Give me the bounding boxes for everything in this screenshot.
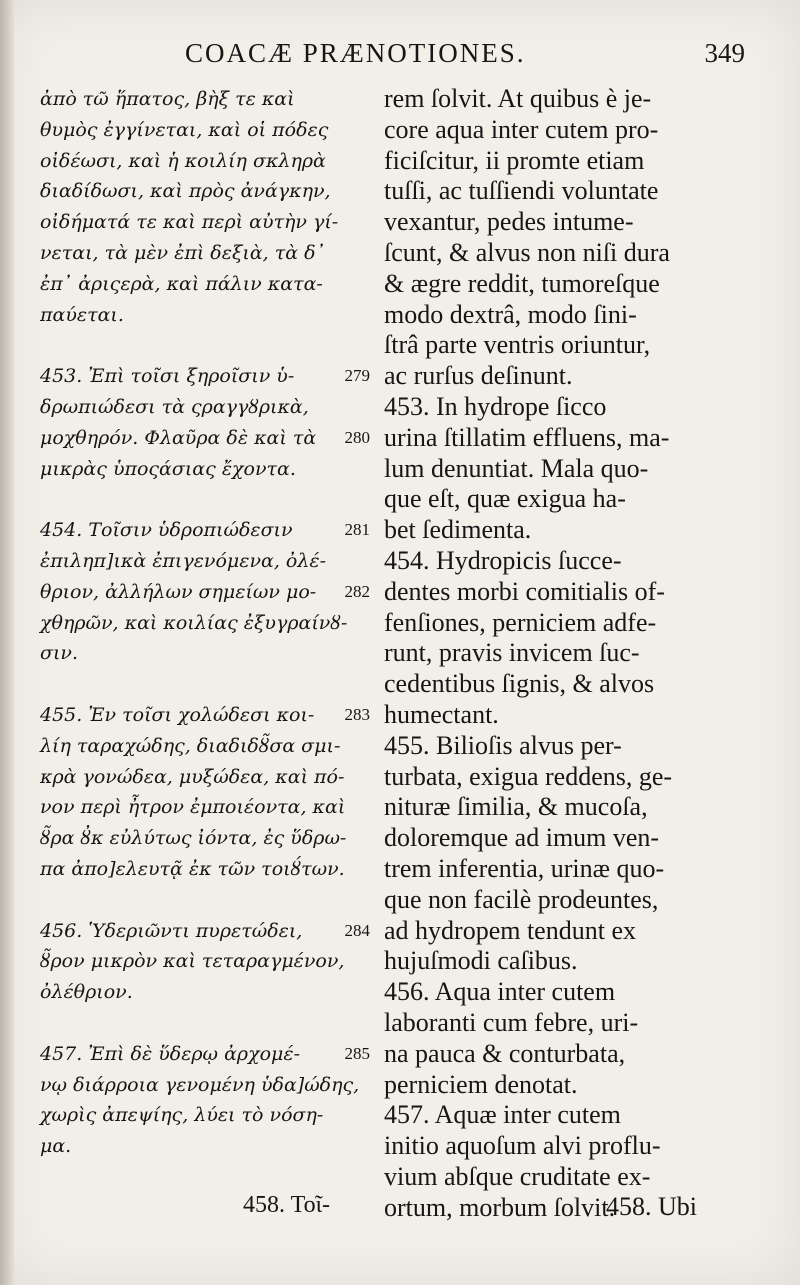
latin-line: turbata, exigua reddens, ge-	[384, 761, 673, 791]
marginal-reference-number: 282	[344, 581, 370, 601]
latin-line: urina ſtillatim effluens, ma-	[384, 422, 670, 452]
running-title: COACÆ PRÆNOTIONES.	[185, 38, 526, 68]
greek-line-text: δρωπιώδεσι τὰ ςραγγȣρικὰ,	[40, 395, 309, 418]
greek-line	[40, 1039, 370, 1070]
latin-line: ad hydropem tendunt ex	[384, 915, 636, 945]
greek-line-text: μα.	[40, 1135, 72, 1158]
greek-line	[40, 608, 370, 639]
page-number: 349	[704, 38, 745, 68]
greek-line	[40, 392, 370, 423]
latin-line: & ægre reddit, tumoreſque	[384, 268, 660, 298]
latin-line: initio aquoſum alvi proflu-	[384, 1131, 661, 1161]
latin-line: 456. Aqua inter cutem	[384, 977, 616, 1007]
greek-line	[40, 1131, 370, 1162]
greek-line	[40, 577, 370, 608]
latin-line: 454. Hydropicis ſucce-	[384, 545, 622, 575]
greek-line-text: 455. Ἐν τοῖσι χολώδεσι κοι-	[40, 703, 315, 726]
latin-line: lum denuntiat. Mala quo-	[384, 453, 649, 483]
greek-line	[40, 1008, 370, 1039]
latin-line: ortum, morbum ſolvit.	[384, 1192, 616, 1222]
greek-line-text: πα ἀπο]ελευτᾷ ἐκ τῶν τοιȣ́των.	[40, 857, 345, 880]
greek-line	[40, 792, 370, 823]
greek-line	[40, 484, 370, 515]
greek-line	[40, 423, 370, 454]
greek-line-text: μοχθηρόν. Φλαῦρα δὲ καὶ τὰ	[40, 426, 317, 449]
latin-line: laboranti cum febre, uri-	[384, 1007, 639, 1037]
greek-line	[40, 207, 370, 238]
latin-line: humectant.	[384, 699, 499, 729]
greek-line-text: ἐπ᾽ ἀριςερὰ, καὶ πάλιν κατα-	[40, 272, 323, 295]
greek-line	[40, 762, 370, 793]
greek-line	[40, 885, 370, 916]
latin-line: nituræ ſimilia, & mucoſa,	[384, 792, 648, 822]
latin-line: hujuſmodi caſibus.	[384, 946, 578, 976]
greek-line-text: 454. Τοῖσιν ὑδροπιώδεσιν	[40, 519, 293, 542]
greek-line-text	[40, 484, 370, 515]
latin-line: ſcunt, & alvus non niſi dura	[384, 237, 670, 267]
greek-line-text: θυμὸς ἐγγίνεται, καὶ οἱ πόδες	[40, 118, 329, 141]
latin-catchword: 458. Ubi	[606, 1192, 697, 1221]
latin-column	[384, 84, 736, 1223]
latin-line: modo dextrâ, modo ſini-	[384, 299, 637, 329]
greek-line-text: οἰδέωσι, καὶ ἡ κοιλίη σκληρὰ	[40, 149, 326, 172]
greek-line-text: παύεται.	[40, 303, 124, 326]
latin-line: que eſt, quæ exigua ha-	[384, 484, 626, 514]
greek-line	[40, 269, 370, 300]
greek-line-text: ἐπιληπ]ικὰ ἐπιγενόμενα, ὀλέ-	[40, 549, 327, 572]
greek-line-text	[40, 669, 370, 700]
latin-line: vexantur, pedes intume-	[384, 207, 634, 237]
greek-line-text: οἰδήματά τε καὶ περὶ αὐτὴν γί-	[40, 211, 339, 234]
page-gutter-shadow	[0, 0, 14, 1285]
greek-line-text: νῳ διάρροια γενομένη ὑδα]ώδης,	[40, 1073, 360, 1096]
latin-line: vium abſque cruditate ex-	[384, 1161, 651, 1191]
greek-line	[40, 454, 370, 485]
greek-line-text: χωρὶς ἀπεψίης, λύει τὸ νόση-	[40, 1104, 324, 1127]
marginal-reference-number: 281	[344, 520, 370, 540]
latin-line: doloremque ad imum ven-	[384, 823, 660, 853]
greek-line	[40, 1100, 370, 1131]
greek-line	[40, 300, 370, 331]
greek-line	[40, 946, 370, 977]
latin-line: que non facilè prodeuntes,	[384, 884, 659, 914]
greek-line-text: ȣ̃ρα ȣ̓κ εὐλύτως ἰόντα, ἐς ὕδρω-	[40, 827, 347, 850]
greek-line	[40, 330, 370, 361]
marginal-reference-number: 283	[344, 704, 370, 724]
latin-line: na pauca & conturbata,	[384, 1038, 626, 1068]
latin-line: ficiſcitur, ii promte etiam	[384, 145, 645, 175]
greek-line-text: μικρὰς ὑποςάσιας ἔχοντα.	[40, 457, 296, 480]
greek-line-text: λίη ταραχώδης, διαδιδȣ̃σα σμι-	[40, 734, 341, 757]
greek-line	[40, 669, 370, 700]
greek-line	[40, 176, 370, 207]
greek-line-text: σιν.	[40, 642, 79, 665]
greek-line-text: ὀλέθριον.	[40, 981, 133, 1004]
latin-line: dentes morbi comitialis of-	[384, 576, 665, 606]
greek-line	[40, 700, 370, 731]
latin-line: bet ſedimenta.	[384, 515, 532, 545]
greek-line	[40, 361, 370, 392]
greek-line-text: θριον, ἀλλήλων σημείων μο-	[40, 580, 317, 603]
greek-line	[40, 146, 370, 177]
running-head	[185, 38, 745, 78]
greek-line	[40, 546, 370, 577]
marginal-reference-number: 284	[344, 920, 370, 940]
latin-line: trem inferentia, urinæ quo-	[384, 853, 665, 883]
greek-line	[40, 731, 370, 762]
latin-line: fenſiones, perniciem adfe-	[384, 607, 657, 637]
greek-line-text	[40, 885, 370, 916]
latin-line: rem ſolvit. At quibus è je-	[384, 84, 652, 113]
latin-line: 457. Aquæ inter cutem	[384, 1100, 621, 1130]
greek-line	[40, 823, 370, 854]
greek-line-text: 456. Ὑδεριῶντι πυρετώδει,	[40, 919, 303, 942]
latin-line: tuſſi, ac tuſſiendi voluntate	[384, 176, 659, 206]
greek-line-text: 453. Ἐπὶ τοῖσι ξηροῖσιν ὑ-	[40, 365, 295, 388]
latin-line: ſtrâ parte ventris oriuntur,	[384, 330, 651, 360]
latin-line: ac rurſus deſinunt.	[384, 361, 573, 391]
greek-line	[40, 916, 370, 947]
latin-line: core aqua inter cutem pro-	[384, 114, 659, 144]
latin-line: cedentibus ſignis, & alvos	[384, 669, 655, 699]
latin-line: perniciem denotat.	[384, 1069, 578, 1099]
greek-line-text	[40, 1008, 370, 1039]
latin-line: 453. In hydrope ſicco	[384, 391, 607, 421]
greek-line	[40, 115, 370, 146]
greek-line	[40, 515, 370, 546]
greek-line	[40, 238, 370, 269]
greek-column	[40, 84, 370, 1162]
greek-line-text: χθηρῶν, καὶ κοιλίας ἐξυγραίνȣ-	[40, 611, 348, 634]
latin-line: 455. Bilioſis alvus per-	[384, 730, 622, 760]
greek-line-text: κρὰ γονώδεα, μυξώδεα, καὶ πό-	[40, 765, 345, 788]
marginal-reference-number: 285	[344, 1043, 370, 1063]
greek-line	[40, 854, 370, 885]
greek-line-text: νον περὶ ἦτρον ἐμποιέοντα, καὶ	[40, 796, 346, 819]
greek-line-text: ἀπὸ τῶ ἥπατος, βὴξ τε καὶ	[40, 88, 295, 110]
greek-line-text: νεται, τὰ μὲν ἐπὶ δεξιὰ, τὰ δ᾽	[40, 241, 326, 264]
greek-line	[40, 84, 370, 115]
latin-line: runt, pravis invicem ſuc-	[384, 638, 640, 668]
greek-line-text: διαδίδωσι, καὶ πρὸς ἀνάγκην,	[40, 180, 331, 203]
greek-line-text	[40, 330, 370, 361]
marginal-reference-number: 279	[344, 366, 370, 386]
greek-line	[40, 638, 370, 669]
marginal-reference-number: 280	[344, 427, 370, 447]
greek-line	[40, 1070, 370, 1101]
greek-line	[40, 977, 370, 1008]
greek-line-text: 457. Ἐπὶ δὲ ὕδερῳ ἀρχομέ-	[40, 1042, 301, 1065]
greek-line-text: ȣ̃ρον μικρὸν καὶ τεταραγμένον,	[40, 950, 345, 973]
greek-catchword: 458. Τοῖ-	[243, 1192, 331, 1218]
